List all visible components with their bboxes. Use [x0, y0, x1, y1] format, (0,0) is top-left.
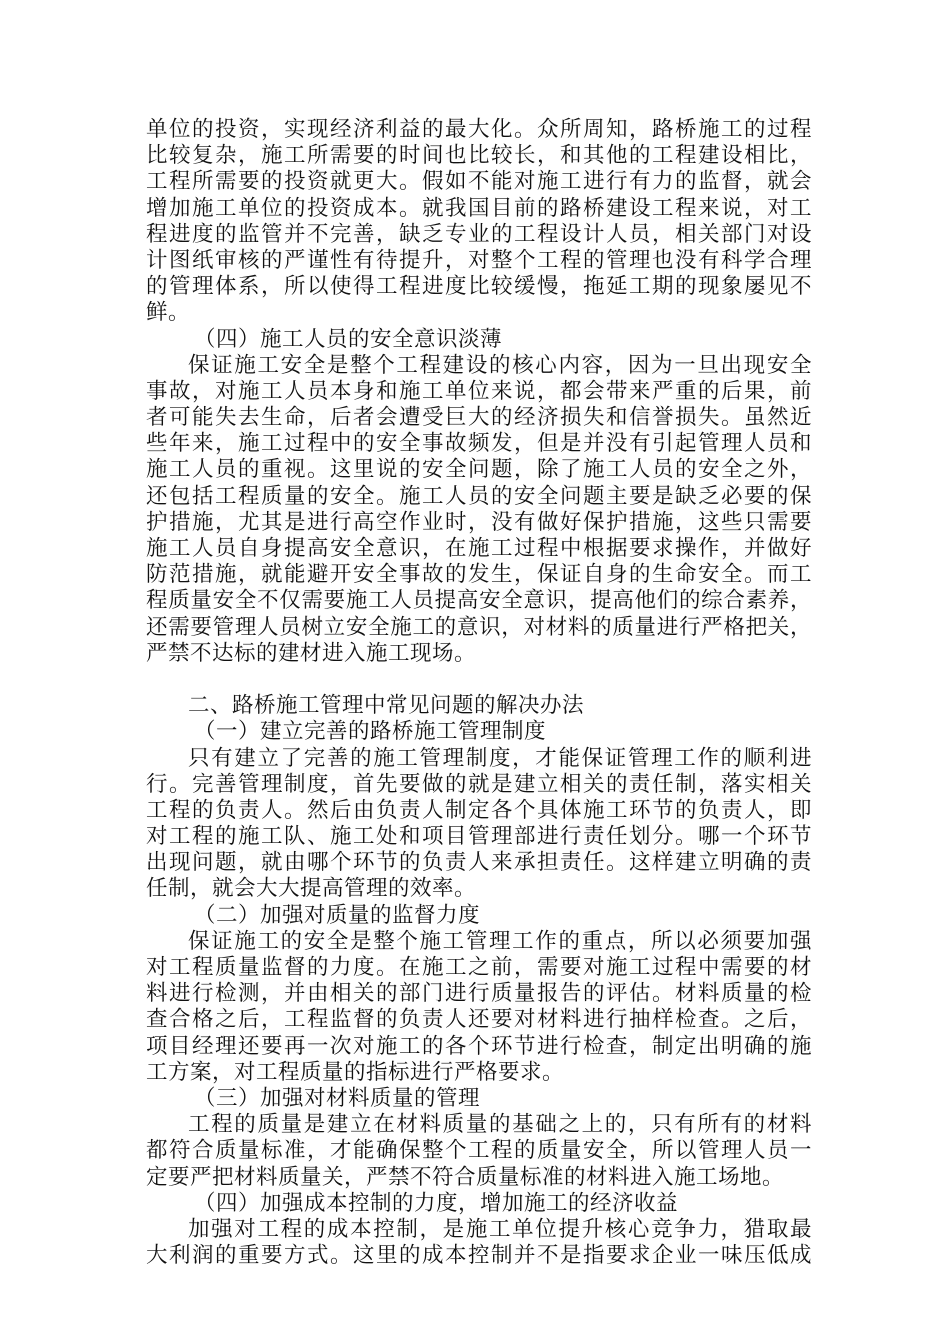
text-line: 料进行检测，并由相关的部门进行质量报告的评估。材料质量的检: [146, 981, 812, 1007]
text-line: 工程所需要的投资就更大。假如不能对施工进行有力的监督，就会: [146, 169, 812, 195]
text-line: 定要严把材料质量关，严禁不符合质量标准的材料进入施工场地。: [146, 1164, 785, 1190]
text-line: 大利润的重要方式。这里的成本控制并不是指要求企业一味压低成: [146, 1243, 812, 1269]
text-line: 鲜。: [146, 300, 191, 326]
text-line: 都符合质量标准，才能确保整个工程的质量安全，所以管理人员一: [146, 1138, 812, 1164]
document-body: [146, 117, 812, 1269]
paragraph-first-line: 加强对工程的成本控制，是施工单位提升核心竞争力，猎取最: [188, 1216, 812, 1242]
section-heading: 二、路桥施工管理中常见问题的解决办法: [188, 693, 585, 719]
text-line: 计图纸审核的严谨性有待提升，对整个工程的管理也没有科学合理: [146, 247, 812, 273]
text-line: 严禁不达标的建材进入施工现场。: [146, 640, 477, 666]
subsection-heading: （一）建立完善的路桥施工管理制度: [194, 719, 547, 745]
text-line: 的管理体系，所以使得工程进度比较缓慢，拖延工期的现象屡见不: [146, 274, 812, 300]
text-line: 程进度的监管并不完善，缺乏专业的工程设计人员，相关部门对设: [146, 221, 812, 247]
paragraph-first-line: 保证施工安全是整个工程建设的核心内容，因为一旦出现安全: [188, 352, 812, 378]
text-line: 查合格之后，工程监督的负责人还要对材料进行抽样检查。之后，: [146, 1007, 812, 1033]
text-line: 对工程质量监督的力度。在施工之前，需要对施工过程中需要的材: [146, 955, 812, 980]
text-line: 工程的负责人。然后由负责人制定各个具体施工环节的负责人，即: [146, 797, 812, 823]
text-line: 施工人员自身提高安全意识，在施工过程中根据要求操作，并做好: [146, 536, 812, 561]
subsection-heading: （四）加强成本控制的力度，增加施工的经济收益: [194, 1190, 679, 1216]
paragraph-first-line: 保证施工的安全是整个施工管理工作的重点，所以必须要加强: [188, 928, 812, 954]
text-line: 增加施工单位的投资成本。就我国目前的路桥建设工程来说，对工: [146, 195, 812, 221]
text-line: 工方案，对工程质量的指标进行严格要求。: [146, 1059, 565, 1085]
text-line: 比较复杂，施工所需要的时间也比较长，和其他的工程建设相比，: [146, 143, 812, 169]
subsection-heading: （四）施工人员的安全意识淡薄: [194, 326, 503, 352]
text-line: 出现问题，就由哪个环节的负责人来承担责任。这样建立明确的责: [146, 850, 812, 876]
paragraph-first-line: 工程的质量是建立在材料质量的基础之上的，只有所有的材料: [188, 1112, 812, 1138]
text-line: 者可能失去生命，后者会遭受巨大的经济损失和信誉损失。虽然近: [146, 405, 812, 431]
subsection-heading: （二）加强对质量的监督力度: [194, 902, 481, 928]
text-line: 些年来，施工过程中的安全事故频发，但是并没有引起管理人员和: [146, 431, 812, 457]
text-line: 对工程的施工队、施工处和项目管理部进行责任划分。哪一个环节: [146, 824, 812, 850]
text-line: 护措施，尤其是进行高空作业时，没有做好保护措施，这些只需要: [146, 509, 812, 535]
blank-line: [146, 667, 812, 693]
text-line: 单位的投资，实现经济利益的最大化。众所周知，路桥施工的过程: [146, 117, 812, 142]
text-line: 施工人员的重视。这里说的安全问题，除了施工人员的安全之外，: [146, 457, 812, 483]
text-line: 防范措施，就能避开安全事故的发生，保证自身的生命安全。而工: [146, 562, 812, 588]
text-line: 还包括工程质量的安全。施工人员的安全问题主要是缺乏必要的保: [146, 483, 812, 509]
text-line: 事故，对施工人员本身和施工单位来说，都会带来严重的后果，前: [146, 378, 812, 404]
text-line: 任制，就会大大提高管理的效率。: [146, 876, 477, 902]
text-line: 程质量安全不仅需要施工人员提高安全意识，提高他们的综合素养，: [146, 588, 812, 614]
text-line: 行。完善管理制度，首先要做的就是建立相关的责任制，落实相关: [146, 771, 812, 797]
subsection-heading: （三）加强对材料质量的管理: [194, 1085, 481, 1111]
text-line: 还需要管理人员树立安全施工的意识，对材料的质量进行严格把关，: [146, 614, 812, 640]
text-line: 项目经理还要再一次对施工的各个环节进行检查，制定出明确的施: [146, 1033, 812, 1059]
paragraph-first-line: 只有建立了完善的施工管理制度，才能保证管理工作的顺利进: [188, 745, 812, 771]
